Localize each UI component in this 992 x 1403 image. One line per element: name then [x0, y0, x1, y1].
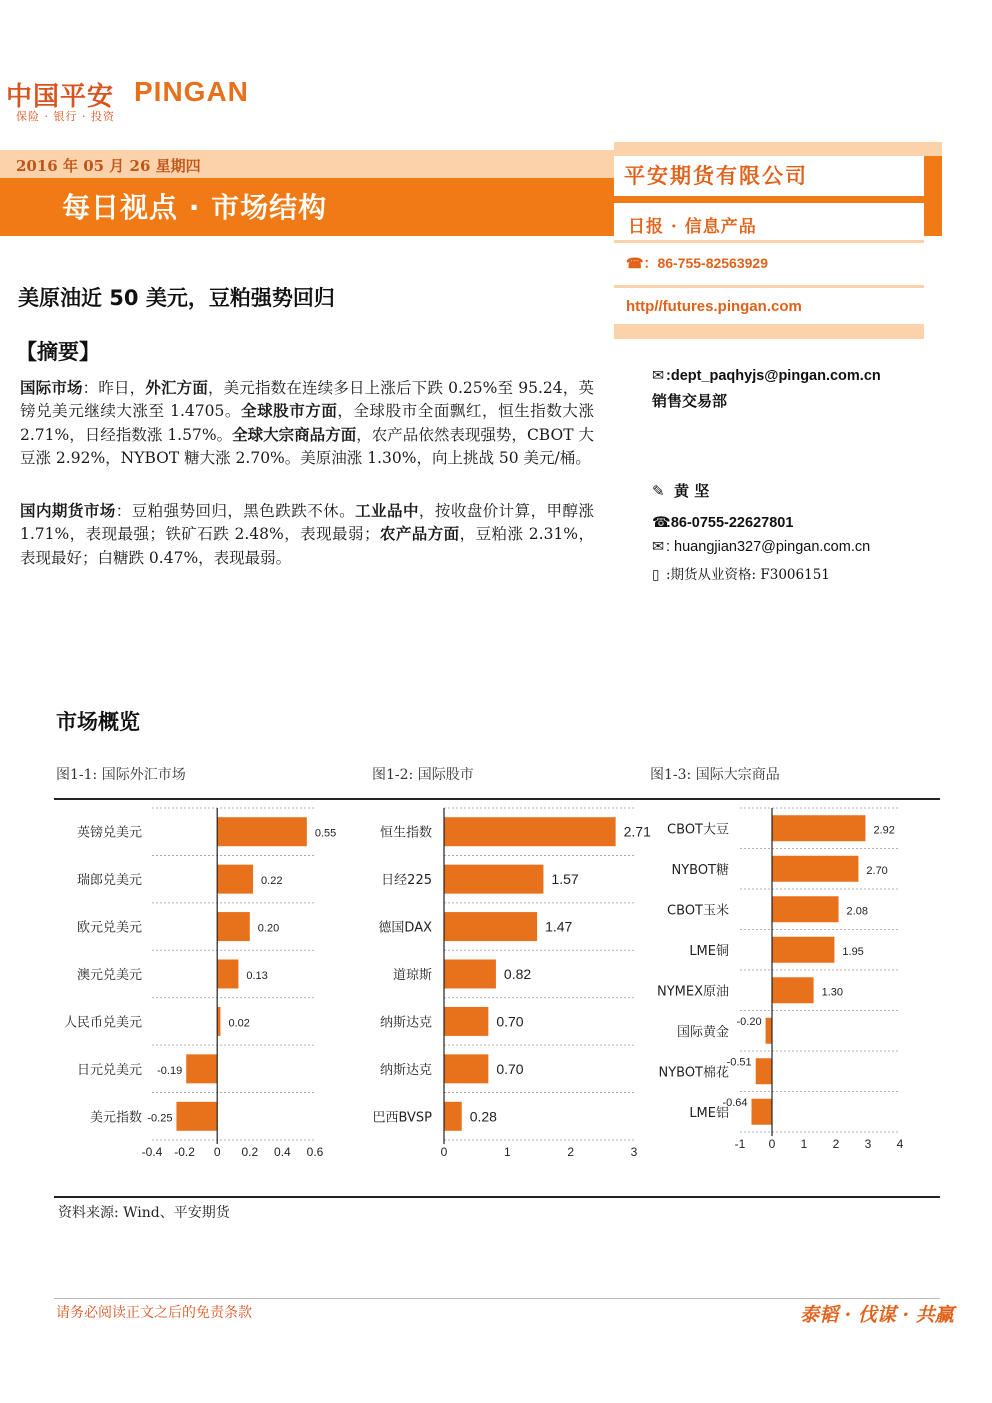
value-label: 2.92 [873, 824, 895, 837]
envelope-icon: ✉ [652, 368, 665, 384]
bar [444, 1102, 462, 1131]
data-source: 资料来源: Wind、平安期货 [58, 1205, 230, 1221]
value-label: 0.70 [496, 1060, 524, 1077]
category-label: CBOT玉米 [667, 903, 729, 919]
category-label: 美元指数 [89, 1110, 142, 1126]
category-label: CBOT大豆 [667, 822, 729, 838]
paragraph-keyword: 外汇方面 [145, 379, 209, 397]
value-label: 0.55 [314, 827, 337, 840]
category-label: 纳斯达克 [379, 1015, 432, 1031]
analyst-phone: ☎:86-0755-22627801 [652, 515, 794, 531]
value-label: 0.28 [469, 1108, 497, 1125]
pencil-icon: ✎ [652, 482, 665, 500]
chart-bottom-rule [54, 1196, 940, 1198]
value-label: 0.02 [228, 1017, 250, 1030]
value-label: -0.64 [722, 1096, 748, 1109]
company-website[interactable]: http//futures.pingan.com [626, 298, 802, 315]
stock-chart [372, 808, 651, 1159]
value-label: 0.82 [503, 966, 532, 982]
category-label: 瑞郎兑美元 [76, 873, 142, 889]
value-label: 1.30 [821, 986, 844, 999]
report-date: 2016 年 05 月 26 星期四 [16, 157, 201, 175]
paragraph-text: ，豆粕涨 2.31%，表现最好；白糖跌 0.47%，表现最弱。 [20, 525, 594, 567]
value-label: 2.08 [846, 905, 868, 918]
paragraph-keyword: 国内期货市场 [20, 502, 116, 520]
bar [772, 896, 839, 922]
analyst-license: ▯ :期货从业资格: F3006151 [652, 567, 830, 583]
value-label: 1.57 [551, 871, 579, 888]
value-label: 2.71 [623, 823, 651, 840]
logo-chinese: 中国平安 [6, 82, 115, 112]
report-type: 日报 · 信息产品 [628, 217, 757, 237]
bar [772, 977, 814, 1003]
bar [766, 1018, 772, 1044]
commodity-chart [657, 808, 904, 1151]
tick-label: 1 [800, 1137, 808, 1151]
bar [444, 1007, 488, 1036]
headline: 美原油近 50 美元，豆粕强势回归 [18, 286, 335, 310]
category-label: 恒生指数 [379, 825, 432, 841]
bar [444, 1054, 488, 1083]
analyst: ✎ 黄 坚 [652, 482, 710, 500]
company-name: 平安期货有限公司 [624, 163, 808, 188]
section-title: 市场概览 [56, 710, 140, 734]
value-label: -0.25 [147, 1112, 173, 1125]
value-label: 1.47 [545, 918, 573, 935]
bar [217, 912, 250, 941]
dept-email[interactable]: ✉ :dept_paqhyjs@pingan.com.cn [652, 368, 881, 384]
category-label: NYMEX原油 [656, 984, 729, 1000]
figure-2-title: 图1-2: 国际股市 [372, 767, 474, 783]
bar [444, 912, 537, 941]
footer-rule [54, 1298, 940, 1299]
logo-english: PINGAN [134, 76, 249, 107]
tick-label: 2 [567, 1145, 575, 1159]
value-label: 0.70 [496, 1013, 524, 1030]
paragraph-keyword: 农产品方面 [379, 525, 460, 544]
tick-label: 0.2 [241, 1145, 259, 1159]
category-label: 澳元兑美元 [76, 968, 142, 983]
value-label: 0.22 [261, 875, 283, 888]
envelope-icon: ✉ [652, 539, 665, 555]
category-label: 日经225 [381, 873, 432, 889]
bar [756, 1058, 772, 1084]
category-label: NYBOT棉花 [658, 1065, 729, 1081]
paragraph-text: ：豆粕强势回归，黑色跌跌不休。 [115, 502, 356, 520]
book-icon: ▯ [652, 567, 660, 583]
category-label: 人民币兑美元 [63, 1015, 142, 1031]
tick-label: 4 [896, 1137, 904, 1151]
logo-tagline: 保险 · 银行 · 投资 [16, 110, 115, 123]
paragraph-text: ，按收盘价计算，甲醇涨 1.71%，表现最强；铁矿石跌 2.48%，表现最弱； [20, 502, 594, 544]
value-label: -0.51 [726, 1056, 752, 1069]
bar [217, 817, 307, 846]
value-label: 1.95 [842, 945, 864, 958]
analyst-email[interactable]: ✉ : huangjian327@pingan.com.cn [652, 539, 871, 555]
forex-chart [64, 808, 336, 1159]
category-label: 欧元兑美元 [76, 920, 142, 936]
value-label: 0.20 [257, 922, 280, 935]
bar [186, 1054, 217, 1083]
bar [444, 817, 616, 846]
paragraph-keyword: 工业品中 [355, 502, 419, 520]
bar [217, 865, 253, 894]
tick-label: -0.2 [174, 1145, 195, 1159]
tick-label: 1 [503, 1145, 511, 1159]
bar [176, 1102, 217, 1131]
bar [752, 1099, 772, 1125]
category-label: NYBOT糖 [671, 862, 729, 878]
figure-3-title: 图1-3: 国际大宗商品 [650, 767, 780, 783]
tick-label: 3 [630, 1145, 638, 1159]
category-label: 纳斯达克 [379, 1062, 432, 1078]
value-label: 0.13 [246, 970, 268, 982]
tick-label: 0 [440, 1145, 448, 1159]
category-label: LME铝 [689, 1105, 729, 1121]
category-label: LME铜 [689, 943, 729, 959]
tick-label: -0.4 [141, 1145, 163, 1159]
abstract-heading: 【摘要】 [16, 340, 100, 364]
bar [217, 960, 238, 989]
company-motto: 泰韬 · 伐谋 · 共赢 [800, 1304, 954, 1326]
value-label: -0.20 [736, 1015, 762, 1028]
value-label: 2.70 [866, 864, 888, 877]
phone-icon: ☎ [652, 515, 671, 531]
category-label: 巴西BVSP [372, 1110, 432, 1126]
category-label: 道琼斯 [392, 968, 432, 983]
department: 销售交易部 [652, 392, 728, 410]
report-title: 每日视点 · 市场结构 [62, 191, 328, 224]
bar [444, 960, 496, 989]
tick-label: 0 [768, 1137, 776, 1151]
tick-label: 0.4 [274, 1145, 291, 1159]
paragraph-text: ，农产品依然表现强势，CBOT 大豆涨 2.92%，NYBOT 糖大涨 2.70%。美原油涨 1.30%，向上挑战 50 美元/桶。 [20, 425, 594, 467]
paragraph-text: ，全球股市全面飘红，恒生指数大涨 2.71%，日经指数涨 1.57%。 [20, 402, 594, 444]
tick-label: 3 [864, 1137, 872, 1151]
value-label: -0.19 [157, 1064, 183, 1077]
bar [444, 865, 543, 894]
tick-label: 0 [213, 1145, 221, 1159]
paragraph-keyword: 全球股市方面 [241, 402, 338, 421]
paragraph-keyword: 国际市场 [20, 379, 83, 397]
category-label: 日元兑美元 [76, 1062, 142, 1078]
bar [772, 856, 858, 882]
paragraph-text: ，美元指数在连续多日上涨后下跌 0.25%至 95.24，英镑兑美元继续大涨至 1.4705。 [20, 379, 594, 421]
tick-label: 0.6 [306, 1145, 324, 1159]
figure-1-title: 图1-1: 国际外汇市场 [56, 767, 186, 783]
bar [772, 937, 834, 963]
tick-label: 2 [832, 1137, 840, 1151]
disclaimer[interactable]: 请务必阅读正文之后的免责条款 [56, 1305, 252, 1321]
bar [772, 815, 865, 841]
company-phone: ☎：86-755-82563929 [626, 255, 768, 271]
category-label: 德国DAX [378, 920, 432, 936]
paragraph-text: ：昨日， [82, 379, 146, 397]
category-label: 国际黄金 [676, 1024, 729, 1040]
paragraph-keyword: 全球大宗商品方面 [232, 425, 357, 444]
tick-label: -1 [734, 1137, 746, 1151]
category-label: 英镑兑美元 [76, 825, 142, 841]
